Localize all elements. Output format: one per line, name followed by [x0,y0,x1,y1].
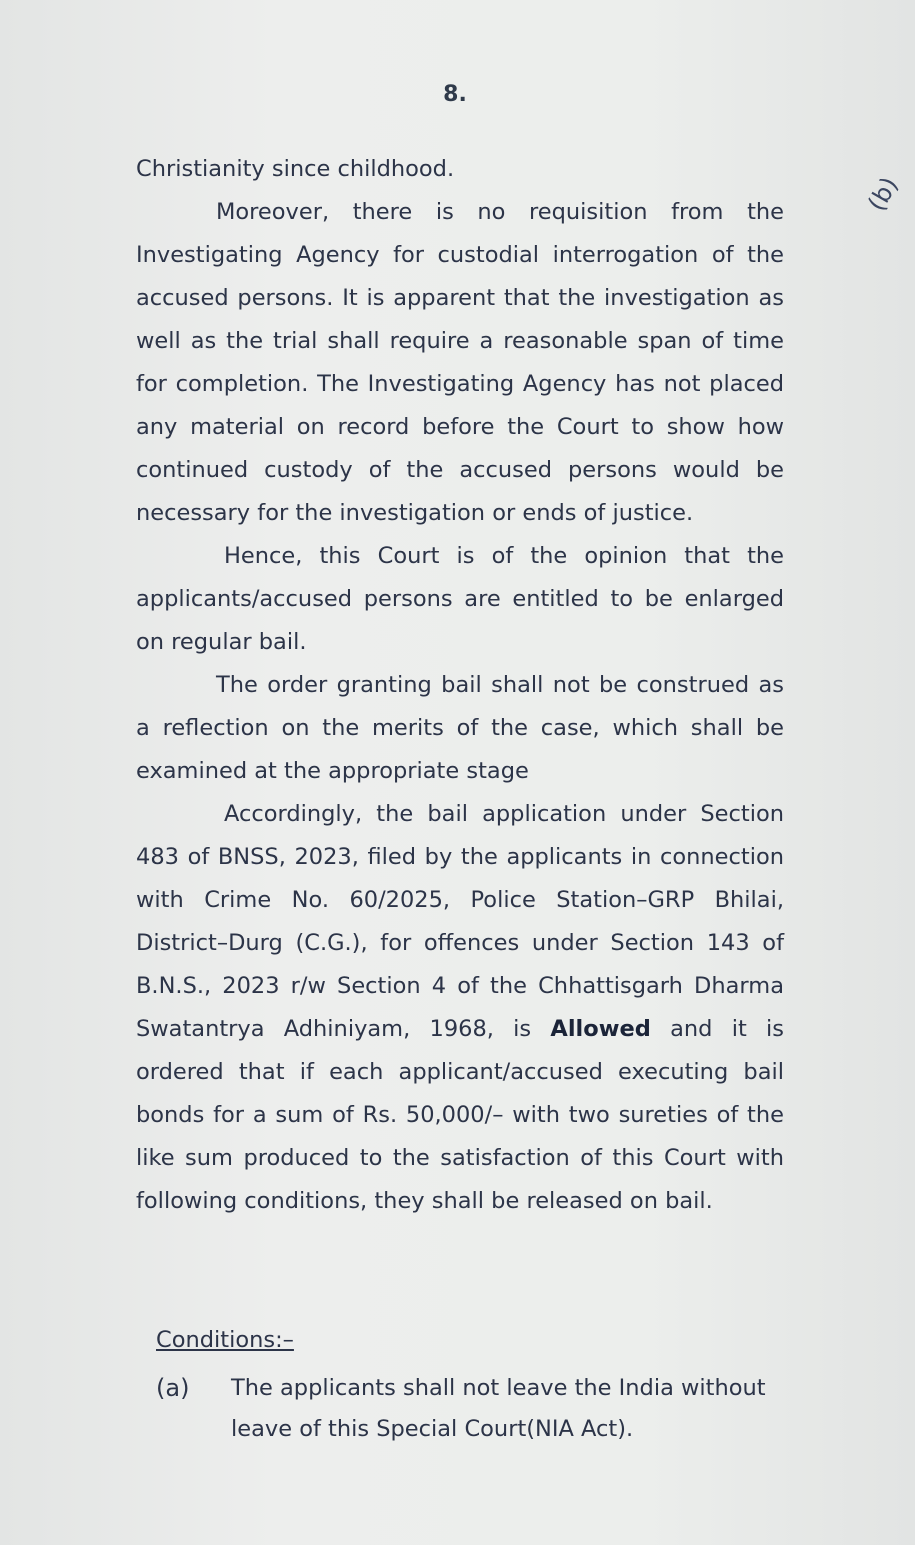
paragraph-custodial-interrogation: Moreover, there is no requisition from the Investigating Agency for custodial interrogation of the accused persons. It is apparent that the investigation as well as the trial shall require a reasonable span of time for completion. The Investigating Agency has not placed any material on record before the Court to show how continued custody of the accused persons would be necessary for the investigation or ends of justice. [136,199,784,526]
document-body [136,148,784,1223]
conditions-heading: Conditions:– [156,1327,294,1353]
margin-note: (b) [862,172,904,216]
conditions-section [156,1320,776,1450]
paragraph-court-opinion: Hence, this Court is of the opinion that the applicants/accused persons are entitled to be enlarged on regular bail. [136,543,784,655]
condition-item [156,1368,776,1450]
paragraph-bail-order [136,793,784,1223]
paragraph-order-construction: The order granting bail shall not be construed as a reflection on the merits of the case, which shall be examined at the appropriate stage [136,672,784,784]
paragraph-continuation: Christianity since childhood. [136,156,455,182]
page-number: 8. [443,82,467,107]
condition-label: (a) [156,1374,190,1402]
bail-order-text-after: and it is ordered that if each applicant/accused executing bail bonds for a sum of Rs. 50,000/– with two sureties of the like sum produced to the satisfaction of this Court with following conditions, they shall be released on bail. [136,1016,785,1214]
bail-order-text-before: Accordingly, the bail application under Section 483 of BNSS, 2023, filed by the applicants in connection with Crime No. 60/2025, Police Station–GRP Bhilai, District–Durg (C.G.), for offences under Section 143 of B.N.S., 2023 r/w Section 4 of the Chhattisgarh Dharma Swatantrya Adhiniyam, 1968, is [136,801,784,1042]
condition-text: The applicants shall not leave the India without leave of this Special Court(NIA Act). [231,1375,766,1442]
allowed-keyword: Allowed [550,1016,651,1042]
